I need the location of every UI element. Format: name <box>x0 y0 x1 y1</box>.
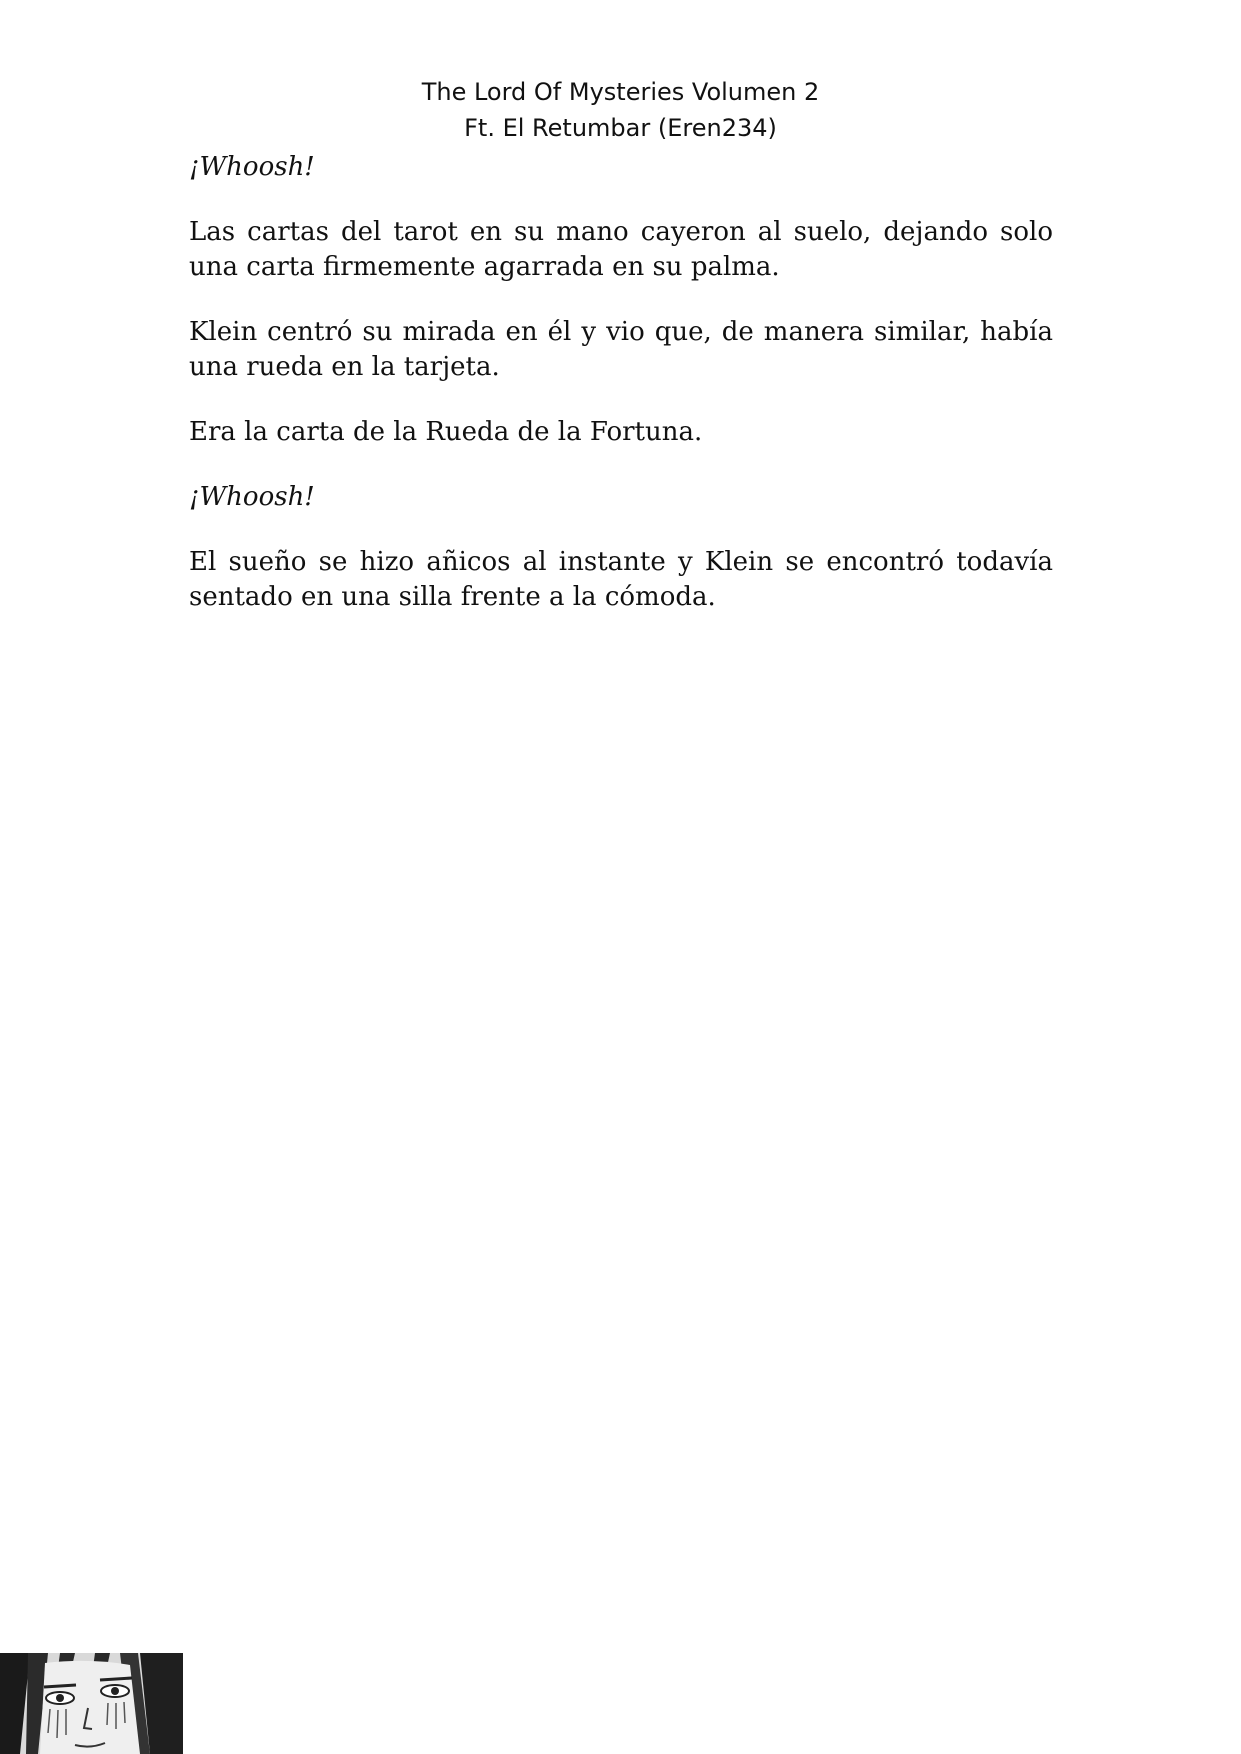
paragraph-2: Las cartas del tarot en su mano cayeron al suelo, dejando solo una carta firmemente agarrada en su palma. <box>189 217 1053 282</box>
page-header <box>0 74 1241 146</box>
paragraph-1: ¡Whoosh! <box>189 152 315 182</box>
manga-face-illustration-icon <box>0 1653 183 1754</box>
document-body <box>189 150 1053 645</box>
header-title: The Lord Of Mysteries Volumen 2 <box>421 78 820 106</box>
header-subtitle: Ft. El Retumbar (Eren234) <box>464 114 777 142</box>
paragraph-4: Era la carta de la Rueda de la Fortuna. <box>189 417 703 447</box>
paragraph-3: Klein centró su mirada en él y vio que, de manera similar, había una rueda en la tarjeta. <box>189 317 1053 382</box>
paragraph-5: ¡Whoosh! <box>189 482 315 512</box>
paragraph-6: El sueño se hizo añicos al instante y Klein se encontró todavía sentado en una silla frente a la cómoda. <box>189 547 1053 612</box>
